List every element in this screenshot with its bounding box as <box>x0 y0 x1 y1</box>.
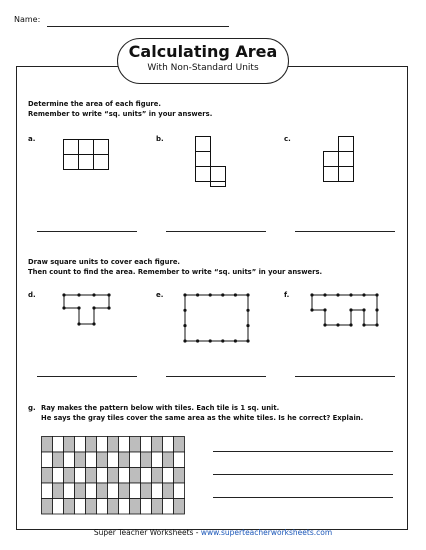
tile <box>86 468 97 484</box>
explain-line-1[interactable] <box>213 451 393 452</box>
tile <box>141 499 152 515</box>
figure-f <box>308 290 384 332</box>
tile <box>119 468 130 484</box>
tile <box>64 499 75 515</box>
name-line[interactable] <box>47 26 229 27</box>
tile <box>75 483 86 499</box>
section3-question <box>41 403 363 423</box>
answer-line-f[interactable] <box>295 376 395 377</box>
tile-pattern <box>41 436 186 514</box>
tile <box>42 483 53 499</box>
footer <box>0 528 426 537</box>
tile <box>163 468 174 484</box>
tile <box>174 452 185 468</box>
tile <box>119 499 130 515</box>
section1-instruction-line1: Determine the area of each figure. <box>28 100 161 108</box>
tile <box>108 437 119 453</box>
label-g: g. <box>28 404 36 412</box>
section3-question-line2: He says the gray tiles cover the same area as the white tiles. Is he correct? Explain. <box>41 414 364 422</box>
tile <box>42 499 53 515</box>
tile <box>75 437 86 453</box>
label-d: d. <box>28 291 36 299</box>
tile <box>174 468 185 484</box>
tile <box>75 499 86 515</box>
tile <box>42 437 53 453</box>
tile <box>152 468 163 484</box>
explain-line-3[interactable] <box>213 497 393 498</box>
figure-e <box>181 290 253 346</box>
tile <box>152 437 163 453</box>
section1-instruction-line2: Remember to write “sq. units” in your answers. <box>28 110 213 118</box>
tile <box>64 437 75 453</box>
title-box <box>117 38 289 84</box>
tile <box>141 437 152 453</box>
tile <box>97 483 108 499</box>
tile <box>108 468 119 484</box>
tile <box>174 483 185 499</box>
label-a: a. <box>28 135 36 143</box>
name-label: Name: <box>14 15 41 24</box>
tile <box>64 452 75 468</box>
footer-url[interactable]: www.superteacherworksheets.com <box>200 528 333 537</box>
tile <box>130 499 141 515</box>
tile <box>53 499 64 515</box>
tile <box>130 452 141 468</box>
answer-line-b[interactable] <box>166 231 266 232</box>
tile <box>86 499 97 515</box>
tile <box>53 483 64 499</box>
tile <box>108 452 119 468</box>
page-subtitle: With Non-Standard Units <box>147 63 259 73</box>
explain-line-2[interactable] <box>213 474 393 475</box>
answer-line-d[interactable] <box>37 376 137 377</box>
answer-line-c[interactable] <box>295 231 395 232</box>
tile <box>174 437 185 453</box>
section1-instructions <box>28 99 212 119</box>
label-b: b. <box>156 135 164 143</box>
figure-b <box>195 136 231 188</box>
tile <box>152 499 163 515</box>
footer-brand: Super Teacher Worksheets - <box>93 528 201 537</box>
tile <box>75 468 86 484</box>
label-f: f. <box>284 291 290 299</box>
tile <box>86 437 97 453</box>
page-title: Calculating Area <box>128 42 278 61</box>
tile <box>130 468 141 484</box>
tile <box>75 452 86 468</box>
answer-line-a[interactable] <box>37 231 137 232</box>
section2-instruction-line2: Then count to find the area. Remember to write “sq. units” in your answers. <box>28 268 323 276</box>
tile <box>141 468 152 484</box>
tile <box>64 483 75 499</box>
label-c: c. <box>284 135 291 143</box>
tile <box>119 437 130 453</box>
tile <box>152 452 163 468</box>
section2-instruction-line1: Draw square units to cover each figure. <box>28 258 181 266</box>
tile <box>163 499 174 515</box>
label-e: e. <box>156 291 164 299</box>
tile <box>130 483 141 499</box>
tile <box>53 437 64 453</box>
tile <box>119 452 130 468</box>
tile <box>141 483 152 499</box>
tile <box>86 483 97 499</box>
tile <box>64 468 75 484</box>
tile <box>42 468 53 484</box>
tile <box>53 452 64 468</box>
tile <box>53 468 64 484</box>
tile <box>141 452 152 468</box>
tile <box>108 483 119 499</box>
tile <box>163 483 174 499</box>
tile <box>130 437 141 453</box>
tile <box>97 468 108 484</box>
figure-c <box>323 136 359 188</box>
tile <box>42 452 53 468</box>
section2-instructions <box>28 257 322 277</box>
tile <box>97 499 108 515</box>
tile <box>163 452 174 468</box>
tile <box>163 437 174 453</box>
answer-line-e[interactable] <box>166 376 266 377</box>
tile <box>152 483 163 499</box>
tile <box>97 452 108 468</box>
section3-question-line1: Ray makes the pattern below with tiles. Each tile is 1 sq. unit. <box>41 404 280 412</box>
tile <box>86 452 97 468</box>
figure-a <box>63 139 111 171</box>
figure-d <box>60 290 116 330</box>
tile <box>119 483 130 499</box>
tile <box>108 499 119 515</box>
tile <box>97 437 108 453</box>
tile <box>174 499 185 515</box>
